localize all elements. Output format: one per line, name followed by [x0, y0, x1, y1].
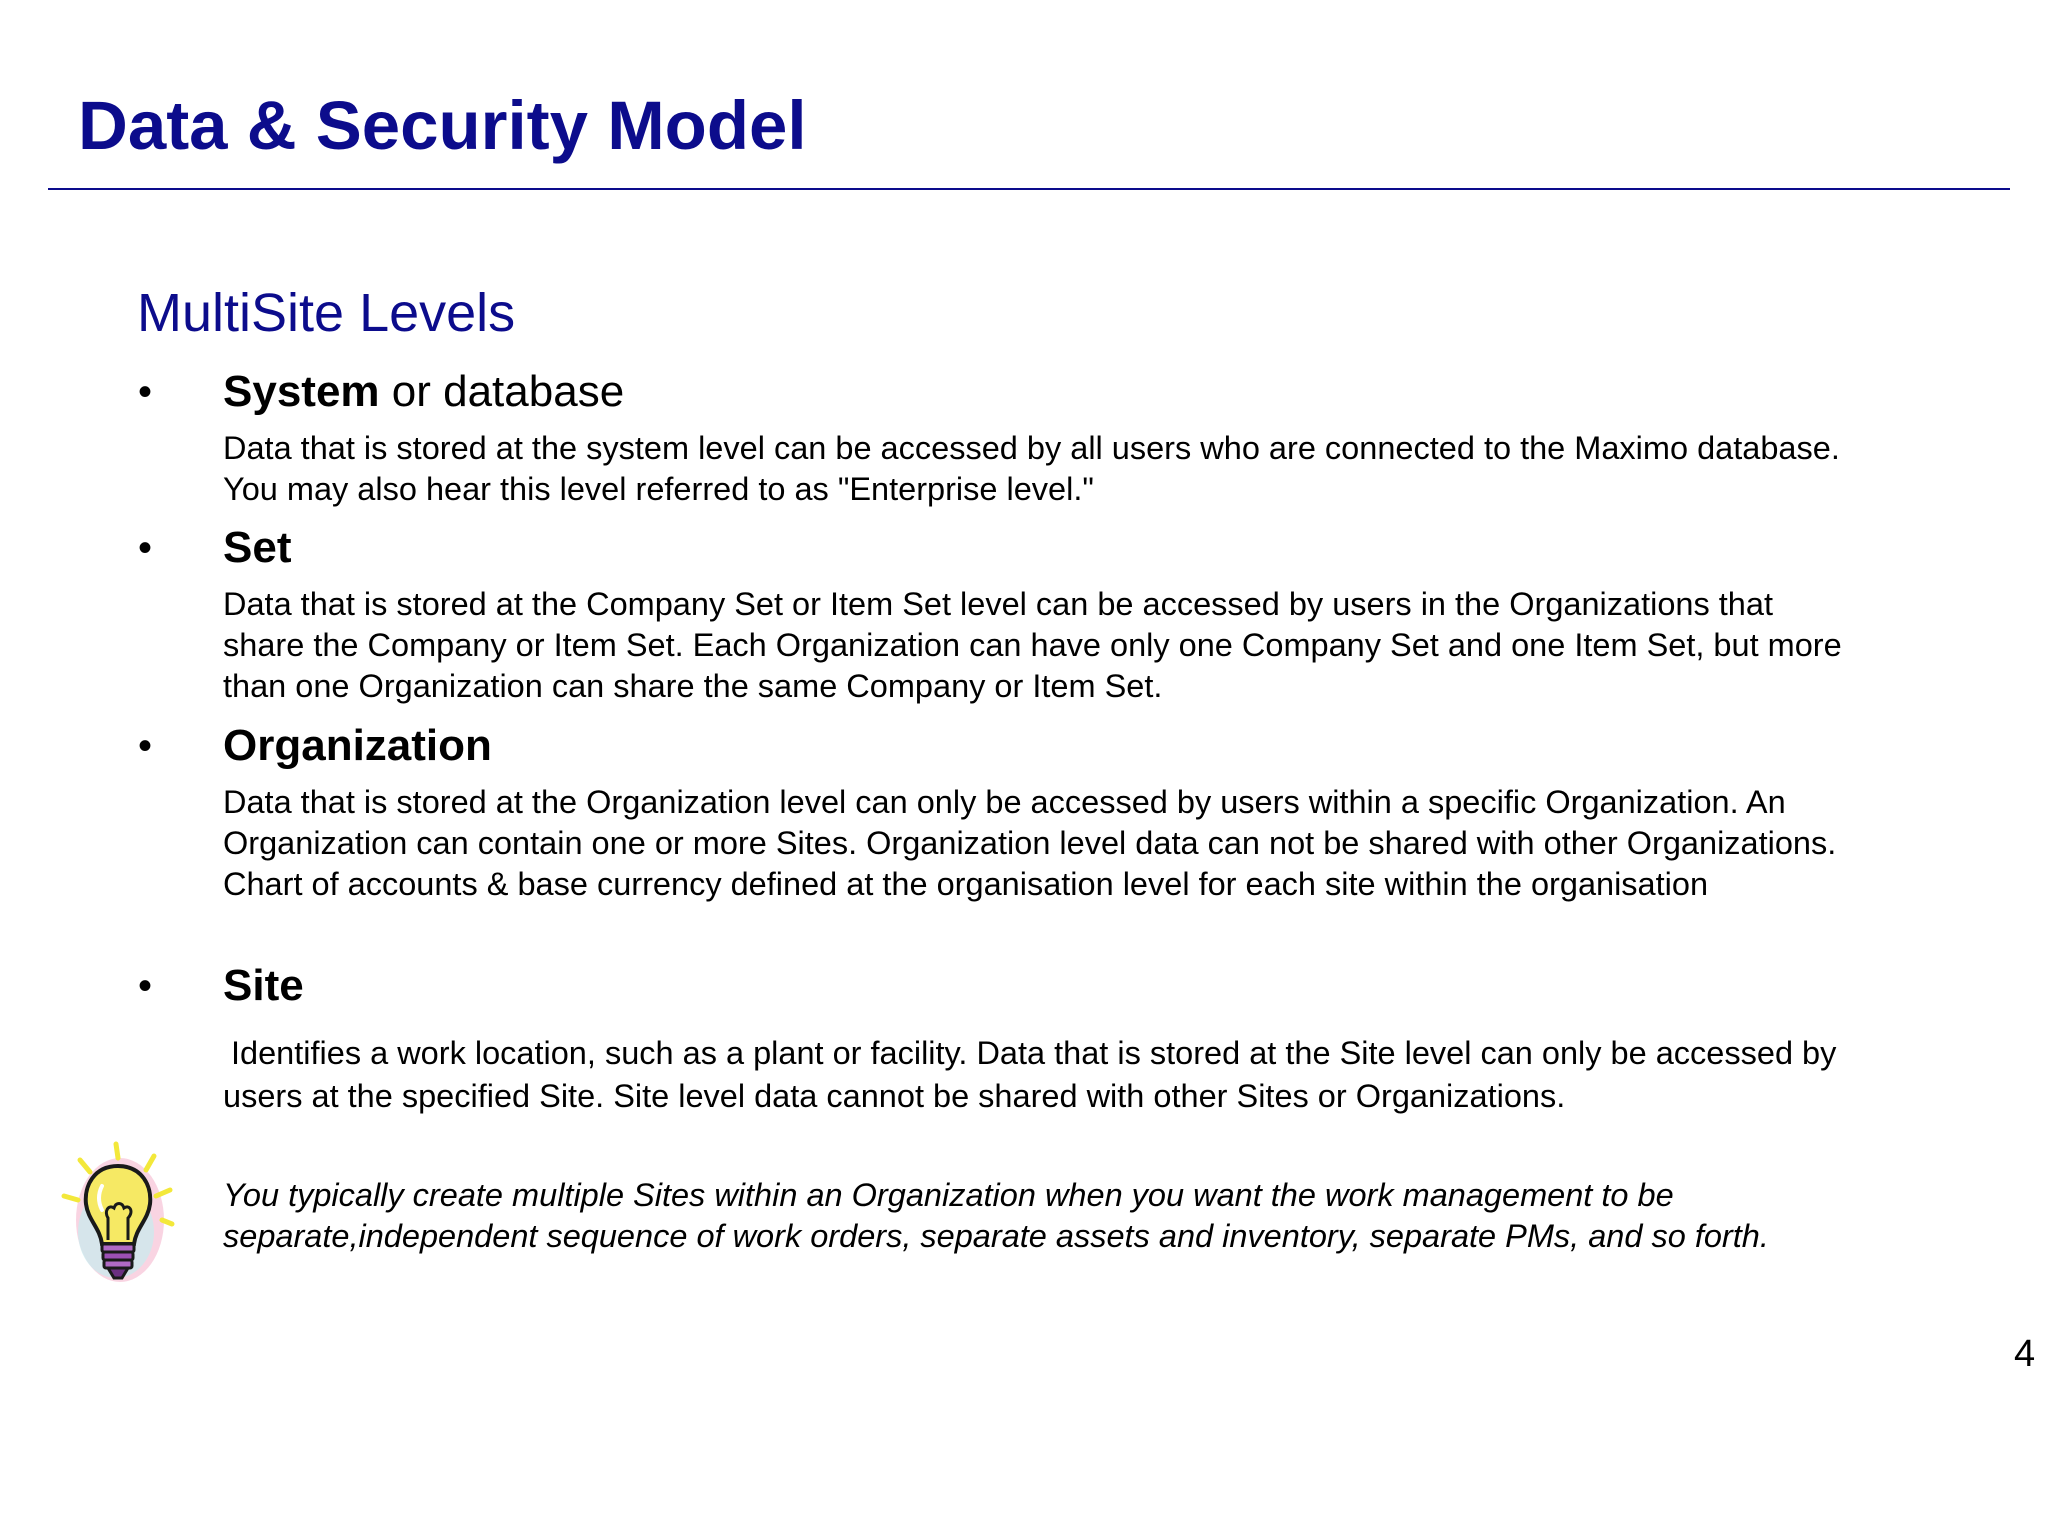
level-heading-set [223, 524, 291, 572]
tip-text: You typically create multiple Sites within an Organization when you want the work management to be separate,independent sequence of work orders, separate assets and inventory, separate PMs, and so forth. [223, 1177, 1769, 1254]
slide-title: Data & Security Model [78, 87, 807, 164]
level-heading-site [223, 962, 304, 1010]
lightbulb-icon [58, 1140, 176, 1300]
title-divider [48, 188, 2010, 190]
bullet: • [138, 370, 153, 414]
level-name-organization: Organization [223, 721, 492, 770]
level-name-system: System [223, 367, 380, 416]
page-number: 4 [2014, 1333, 2036, 1375]
bullet: • [138, 526, 153, 570]
level-suffix-system: or database [379, 367, 625, 416]
bullet: • [138, 724, 153, 768]
level-description-site: Identifies a work location, such as a plant or facility. Data that is stored at the Site level can only be accessed by users at the specified Site. Site level data cannot be shared with other Sites or Organizations. [223, 1035, 1837, 1114]
section-heading: MultiSite Levels [137, 283, 516, 343]
level-name-site: Site [223, 961, 304, 1010]
level-name-set: Set [223, 523, 292, 572]
level-description-system: Data that is stored at the system level can be accessed by all users who are connected to the Maximo database. You may also hear this level referred to as "Enterprise level." [223, 430, 1840, 507]
level-description-set: Data that is stored at the Company Set or Item Set level can be accessed by users in the Organizations that share the Company or Item Set. Each Organization can have only one Company Set and one Item Set, but more than one Organization can share the same Company or Item Set. [223, 586, 1842, 704]
bullet: • [138, 964, 153, 1008]
level-heading-organization [223, 722, 492, 770]
level-description-organization: Data that is stored at the Organization level can only be accessed by users within a specific Organization. An Organization can contain one or more Sites. Organization level data can not be shared with other Organizations. Chart of accounts & base currency defined at the organisation level for each site within the organisation [223, 784, 1837, 902]
level-heading-system [223, 368, 624, 416]
